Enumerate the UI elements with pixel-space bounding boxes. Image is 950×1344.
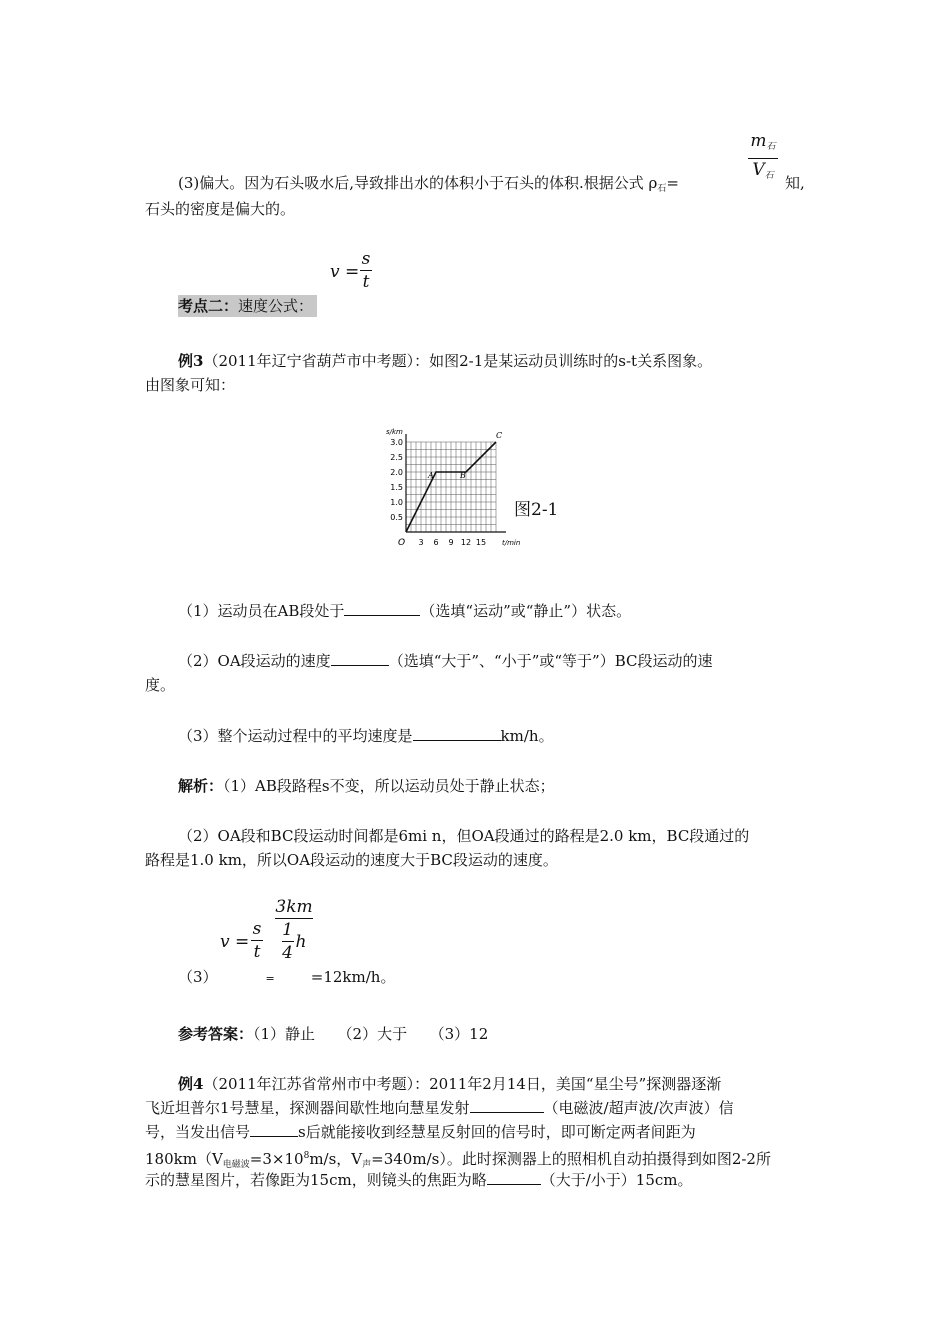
paragraph-3-after: 知, — [785, 174, 805, 192]
x-axis-label: t/min — [502, 539, 521, 547]
calc-line: （3） = =12km/h。 — [178, 968, 396, 986]
speed-formula: v = — [330, 262, 360, 282]
point-label-a: A — [428, 471, 434, 480]
y-tick-label: 1.0 — [390, 498, 403, 507]
y-tick-label: 2.0 — [390, 468, 403, 477]
st-graph-figure — [378, 420, 578, 550]
ex3-question-2-cont: 度。 — [145, 676, 176, 694]
x-tick-label: 3 — [418, 538, 424, 547]
ex4-line1: 例4（2011年江苏省常州市中考题）：2011年2月14日，美国“星尘号”探测器逐渐 — [178, 1075, 722, 1093]
paragraph-3-line1: (3)偏大。因为石头吸水后,导致排出水的体积小于石头的体积.根据公式 $\rho_石=$ — [178, 174, 679, 194]
y-axis-label: s/km — [386, 428, 403, 436]
point-label-c: C — [496, 431, 503, 440]
origin-label: O — [398, 538, 406, 548]
y-tick-label: 2.5 — [390, 453, 403, 462]
answers: 参考答案：（1）静止 （2）大于 （3）12 — [178, 1025, 489, 1043]
ex3-question-1: （1）运动员在AB段处于 （选填“运动”或“静止”）状态。 — [178, 602, 632, 620]
ex4-line5: 示的慧星图片，若像距为15cm，则镜头的焦距为略 （大于/小于）15cm。 — [145, 1171, 693, 1189]
density-denominator: $V_石$ — [752, 160, 774, 181]
calc-v: v = — [220, 932, 250, 952]
jiexi-2b: 路程是1.0 km，所以OA段运动的速度大于BC段运动的速度。 — [145, 851, 558, 869]
x-tick-label: 6 — [433, 538, 439, 547]
y-tick-label: 3.0 — [390, 438, 403, 447]
jiexi-2a: （2）OA段和BC段运动时间都是6mi n，但OA段通过的路程是2.0 km，BC段通过的 — [178, 827, 750, 845]
x-tick-label: 15 — [475, 538, 487, 547]
ex3-question-3: （3）整个运动过程中的平均速度是 km/h。 — [178, 727, 554, 745]
jiexi-1: 解析：（1）AB段路程s不变，所以运动员处于静止状态； — [178, 777, 555, 795]
x-tick-label: 12 — [460, 538, 472, 547]
ex3-intro: 例3（2011年辽宁省葫芦市中考题）：如图2-1是某运动员训练时的s-t关系图象。 — [178, 352, 713, 370]
y-tick-label: 0.5 — [390, 513, 403, 522]
ex4-line3: 号，当发出信号 s后就能接收到经慧星反射回的信号时，即可断定两者间距为 — [145, 1123, 696, 1141]
paragraph-3-line2: 石头的密度是偏大的。 — [145, 200, 296, 218]
y-tick-label: 1.5 — [390, 483, 403, 492]
ex4-line4: $180km(V_{电磁波}=3\times 10^8m/s$，$V_声=340m/s$）。此时探测器上的照相机自动拍摄得到如图2-2所 — [145, 1150, 771, 1170]
x-tick-label: 9 — [448, 538, 454, 547]
speed-fraction: s t — [361, 249, 371, 292]
calc-st-fraction: s t — [252, 919, 262, 962]
ex3-question-2: （2）OA段运动的速度 （选填“大于”、“小于”或“等于”）BC段运动的速 — [178, 652, 713, 670]
figure-label: 图2-1 — [514, 500, 559, 520]
density-numerator: $m_石$ — [750, 131, 776, 152]
ex3-intro-line2: 由图象可知： — [145, 376, 236, 394]
chart-ticks — [390, 438, 486, 547]
ex4-line2: 飞近坦普尔1号慧星，探测器间歇性地向慧星发射 （电磁波/超声波/次声波）信 — [145, 1099, 734, 1117]
point-label-b: B — [460, 471, 466, 480]
kaodian-heading: 考点二：速度公式： — [178, 295, 317, 317]
calc-big-fraction: 3km $\frac{1}{4}$ h — [275, 897, 313, 963]
